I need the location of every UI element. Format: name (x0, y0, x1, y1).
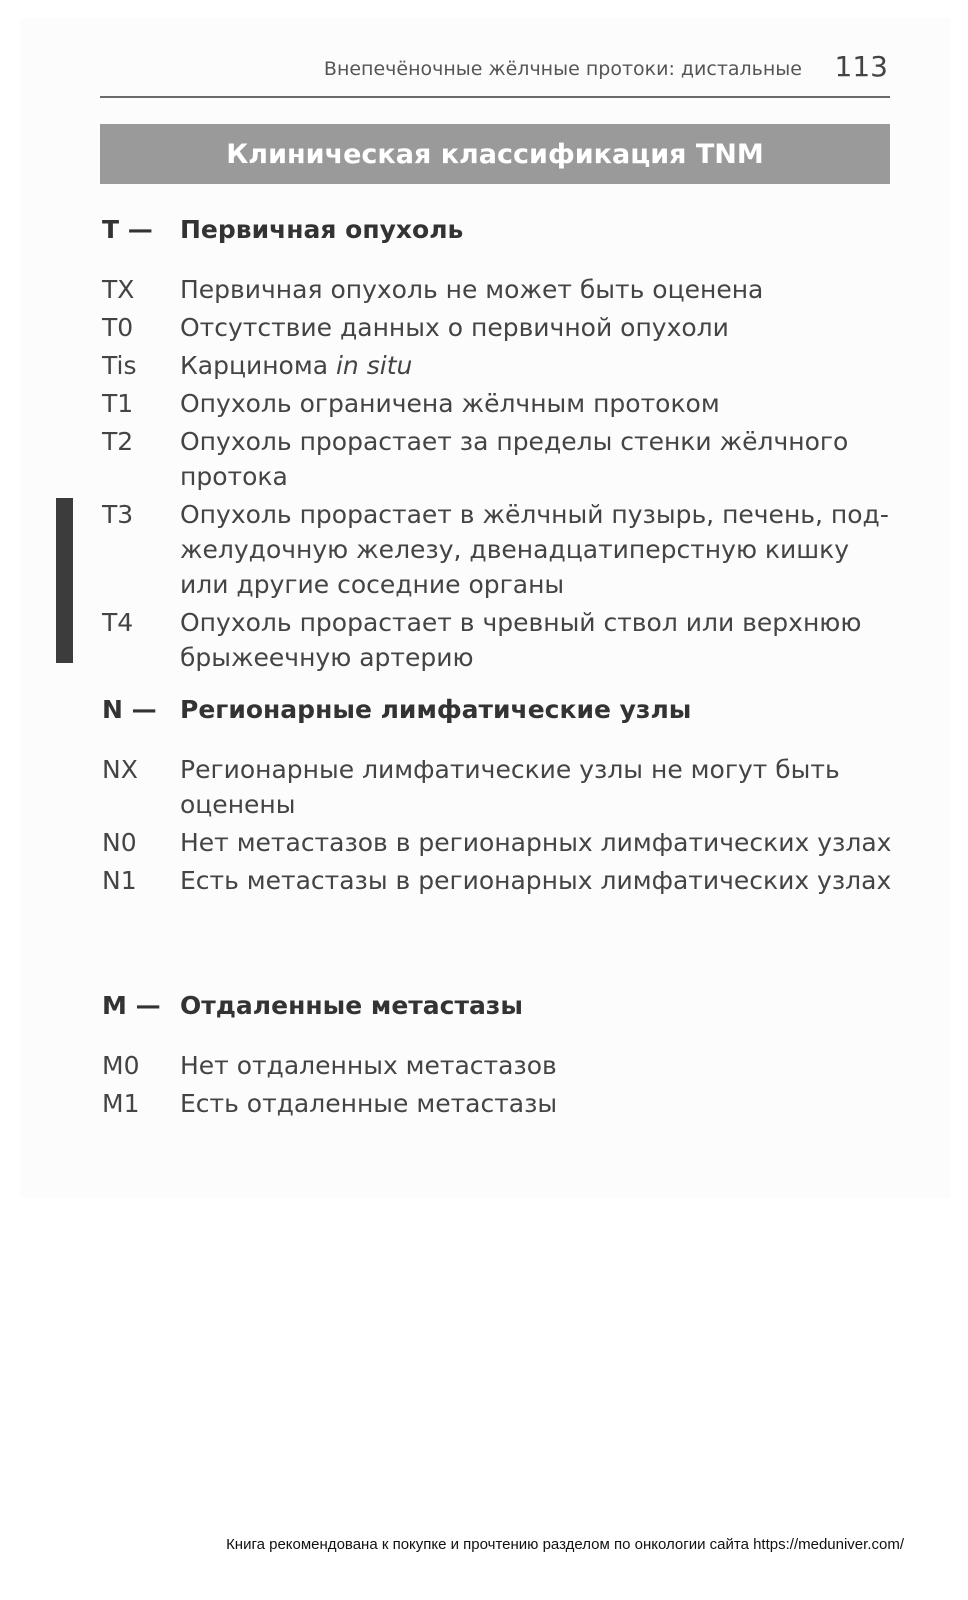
row-text: Есть отдаленные метастазы (180, 1089, 558, 1118)
section-title: Первичная опухоль (180, 214, 464, 244)
running-head (100, 48, 890, 88)
classification-row (102, 752, 892, 822)
row-code: T3 (102, 500, 134, 529)
section-banner (100, 124, 890, 184)
section-heading-m (102, 986, 892, 1024)
row-text: Нет метастазов в регионарных лимфатических узлах (180, 828, 892, 857)
footer-note: Книга рекомендована к покупке и прочтению разделом по онкологии сайта https://meduniver.com/ (226, 1536, 904, 1553)
row-code: T0 (102, 313, 134, 342)
row-code: N1 (102, 866, 137, 895)
row-code: M1 (102, 1089, 140, 1118)
classification-row (102, 863, 892, 898)
row-text: Опухоль прорастает в жёлчный пузырь, печень, под-желудочную железу, двенадцатиперстную кишку или другие соседние органы (180, 500, 889, 599)
section-heading-n (102, 690, 892, 728)
row-code: T4 (102, 608, 134, 637)
row-text: Регионарные лимфатические узлы не могут быть оценены (180, 755, 840, 819)
banner-title: Клиническая классификация TNM (226, 138, 764, 170)
classification-row (102, 386, 892, 421)
classification-row (102, 424, 892, 494)
classification-row (102, 272, 892, 307)
section-title: Регионарные лимфатические узлы (180, 694, 692, 724)
classification-row (102, 1086, 892, 1121)
classification-list (102, 272, 892, 675)
section-code: M — (102, 990, 161, 1020)
classification-list (102, 752, 892, 898)
section-n (102, 690, 892, 901)
section-title: Отдаленные метастазы (180, 990, 523, 1020)
row-text: Отсутствие данных о первичной опухоли (180, 313, 729, 342)
classification-row (102, 348, 892, 383)
row-text: Нет отдаленных метастазов (180, 1051, 557, 1080)
running-title: Внепечёночные жёлчные протоки: дистальные (323, 58, 802, 80)
classification-row (102, 497, 892, 602)
section-t (102, 210, 892, 678)
classification-row (102, 825, 892, 860)
classification-list (102, 1048, 892, 1121)
classification-row (102, 605, 892, 675)
row-code: T1 (102, 389, 134, 418)
section-heading-t (102, 210, 892, 248)
row-text: Есть метастазы в регионарных лимфатических узлах (180, 866, 892, 895)
row-code: NX (102, 755, 138, 784)
row-text: Карцинома (180, 351, 336, 380)
row-text: Опухоль прорастает в чревный ствол или верхнюю брыжеечную артерию (180, 608, 862, 672)
row-code: Tis (102, 351, 137, 380)
classification-row (102, 1048, 892, 1083)
section-code: N — (102, 694, 157, 724)
row-text-compound (180, 348, 892, 383)
section-code: T — (102, 214, 153, 244)
page-number: 113 (834, 50, 888, 83)
row-text-italic: in situ (335, 351, 413, 380)
margin-marker-bar (56, 498, 73, 663)
row-code: T2 (102, 427, 134, 456)
section-m (102, 986, 892, 1124)
classification-row (102, 310, 892, 345)
row-code: TX (102, 275, 135, 304)
row-code: M0 (102, 1051, 140, 1080)
header-rule (100, 96, 890, 98)
row-text: Опухоль ограничена жёлчным протоком (180, 389, 720, 418)
row-text: Первичная опухоль не может быть оценена (180, 275, 764, 304)
row-text: Опухоль прорастает за пределы стенки жёлчного протока (180, 427, 849, 491)
row-code: N0 (102, 828, 137, 857)
